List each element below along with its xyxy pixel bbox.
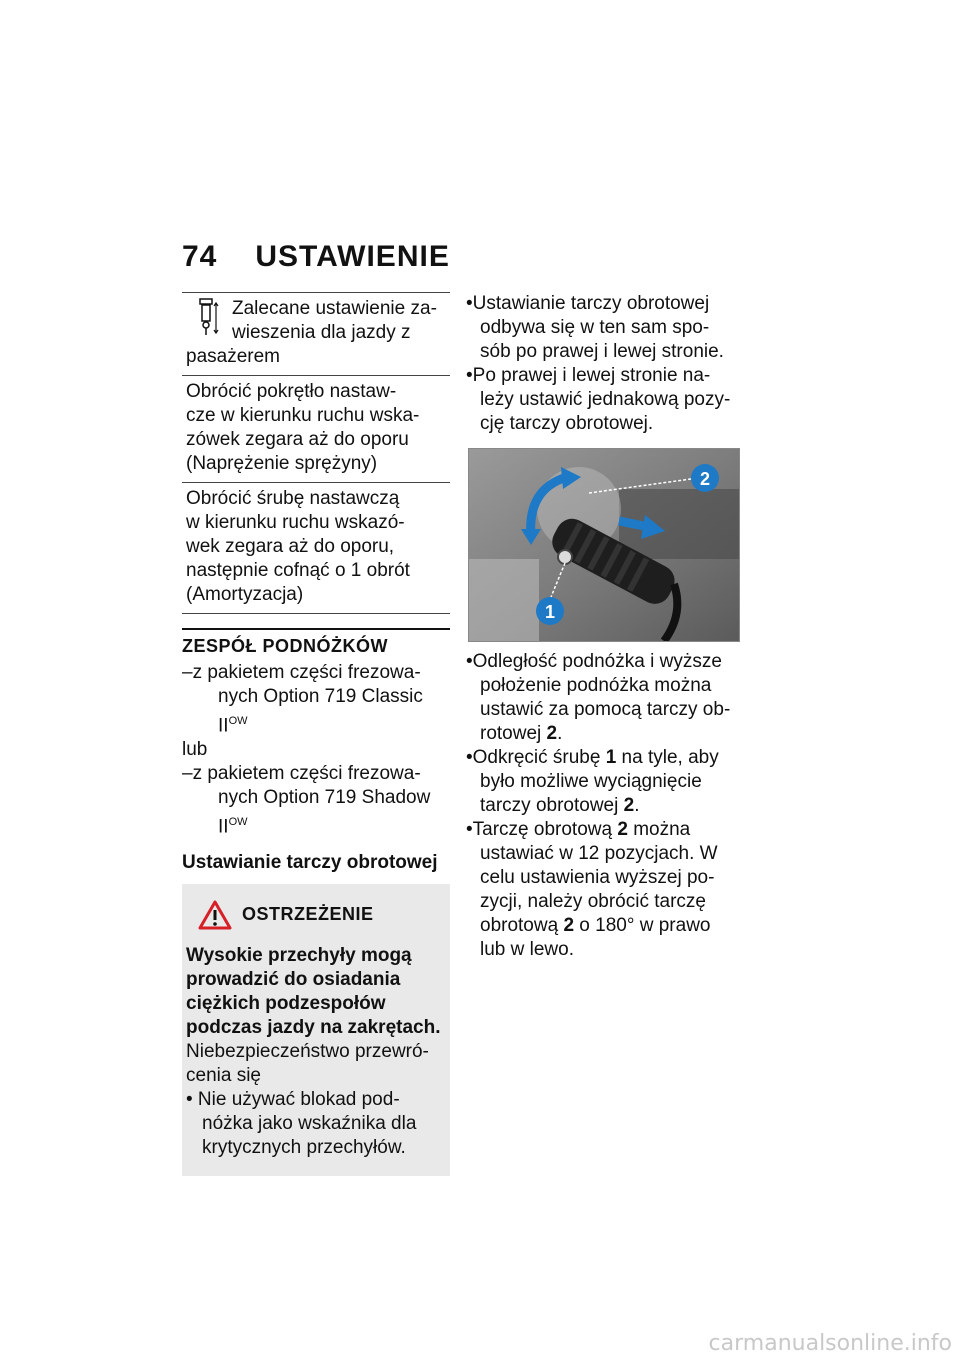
suspension-icon	[186, 297, 226, 339]
callout-2: 2	[699, 469, 711, 489]
bullet-line: celu ustawienia wyższej po-	[480, 867, 715, 888]
option-classic	[182, 661, 450, 738]
superscript: OW	[228, 715, 248, 727]
bullet-line: •Po prawej i lewej stronie na-	[466, 365, 711, 386]
table-row-damping	[182, 483, 450, 613]
bullet-distance: •Odległość podnóżka i wyższe położenie podnóżka można ustawić za pomocą tarczy ob- rotowej 2.	[466, 650, 738, 746]
passenger-line-1: Zalecane ustawienie za-	[232, 298, 437, 319]
bullet-same-position	[466, 364, 738, 436]
damping-line: (Amortyzacja)	[186, 584, 304, 605]
bullet-line: było możliwe wyciągnięcie	[480, 771, 702, 792]
option-line: nych Option 719 Classic II	[218, 686, 423, 737]
bullet-line: lub w lewo.	[480, 939, 574, 960]
option-shadow	[182, 762, 450, 839]
section-title: ZESPÓŁ PODNÓŻKÓW	[182, 628, 450, 657]
ref-number: 2	[623, 795, 635, 816]
warning-line: nóżka jako wskaźnika dla	[202, 1112, 417, 1134]
bullet-positions	[466, 818, 738, 962]
page-title: USTAWIENIE	[255, 240, 450, 273]
table-row-passenger	[182, 293, 450, 376]
bullet-line: tarczy obrotowej	[480, 795, 624, 816]
bullet-line: cję tarczy obrotowej.	[480, 413, 654, 434]
bullet-same-method	[466, 292, 738, 364]
settings-table	[182, 292, 450, 614]
bullet-line: leży ustawić jednakową pozy-	[480, 389, 731, 410]
warning-line: • Nie używać blokad pod-	[186, 1088, 400, 1110]
warning-line: ciężkich podzespołów	[186, 992, 386, 1014]
footrest-illustration	[469, 449, 739, 641]
ref-number: 2	[617, 819, 628, 840]
warning-header	[198, 900, 446, 930]
warning-triangle-icon	[198, 900, 232, 930]
damping-line: w kierunku ruchu wskazó-	[186, 512, 405, 533]
bullet-line: położenie podnóżka można	[480, 675, 712, 696]
warning-text	[186, 1040, 446, 1088]
right-column	[466, 292, 738, 962]
warning-line: Wysokie przechyły mogą	[186, 944, 412, 966]
bullet-line: •Ustawianie tarczy obrotowej	[466, 293, 710, 314]
watermark: carmanualsonline.info	[708, 1331, 952, 1356]
bullet-line: rotowej	[480, 723, 547, 744]
bullet-line: odbywa się w ten sam spo-	[480, 317, 710, 338]
warning-line: Niebezpieczeństwo przewró-	[186, 1040, 429, 1062]
ref-number: 2	[546, 723, 558, 744]
damping-line: Obrócić śrubę nastawczą	[186, 488, 400, 509]
footrest-photo	[468, 448, 740, 642]
bullet-line: obrotową	[480, 915, 564, 936]
left-column	[182, 292, 450, 1176]
callout-1: 1	[544, 602, 556, 622]
ref-number: 2	[563, 915, 575, 936]
option-line: –z pakietem części frezowa-	[182, 763, 421, 785]
warning-line: prowadzić do osiadania	[186, 968, 401, 990]
bullet-line: sób po prawej i lewej stronie.	[480, 341, 724, 362]
page-number: 74	[182, 240, 218, 273]
bullet-line: •Odległość podnóżka i wyższe	[466, 651, 722, 672]
page-header	[182, 240, 450, 274]
ref-number: 1	[605, 747, 617, 768]
bullet-line: o 180° w prawo	[574, 915, 711, 936]
warning-bullet	[186, 1088, 446, 1160]
warning-line: cenia się	[186, 1064, 261, 1086]
bullet-line: ustawiać w 12 pozycjach. W	[480, 843, 718, 864]
warning-line: krytycznych przechyłów.	[202, 1136, 406, 1158]
spring-line: (Naprężenie sprężyny)	[186, 453, 378, 474]
bullet-line: można	[627, 819, 691, 840]
subheading: Ustawianie tarczy obrotowej	[182, 851, 438, 873]
warning-line: podczas jazdy na zakrętach.	[186, 1016, 441, 1038]
spring-line: zówek zegara aż do oporu	[186, 429, 409, 450]
bullet-line: •Odkręcić śrubę	[466, 747, 606, 768]
bullet-line: ustawić za pomocą tarczy ob-	[480, 699, 731, 720]
table-row-spring	[182, 376, 450, 483]
superscript: OW	[228, 816, 248, 829]
warning-box	[182, 884, 450, 1176]
warning-title: OSTRZEŻENIE	[242, 904, 374, 925]
damping-line: następnie cofnąć o 1 obrót	[186, 560, 410, 581]
passenger-line-2: wieszenia dla jazdy z	[232, 322, 411, 343]
or-text: lub	[182, 739, 208, 761]
damping-line: wek zegara aż do oporu,	[186, 536, 395, 557]
bullet-line: •Tarczę obrotową	[466, 819, 618, 840]
bullet-line: na tyle, aby	[616, 747, 719, 768]
option-line: II	[218, 816, 229, 838]
bullet-loosen: •Odkręcić śrubę 1 na tyle, aby było możliwe wyciągnięcie tarczy obrotowej 2.	[466, 746, 738, 818]
warning-bold-text	[186, 944, 446, 1040]
option-line: –z pakietem części frezowa-	[182, 662, 421, 683]
bullet-line: zycji, należy obrócić tarczę	[480, 891, 706, 912]
spring-line: cze w kierunku ruchu wska-	[186, 405, 420, 426]
spring-line: Obrócić pokrętło nastaw-	[186, 381, 397, 402]
option-line: nych Option 719 Shadow	[218, 787, 431, 809]
passenger-line-3: pasażerem	[186, 346, 280, 367]
